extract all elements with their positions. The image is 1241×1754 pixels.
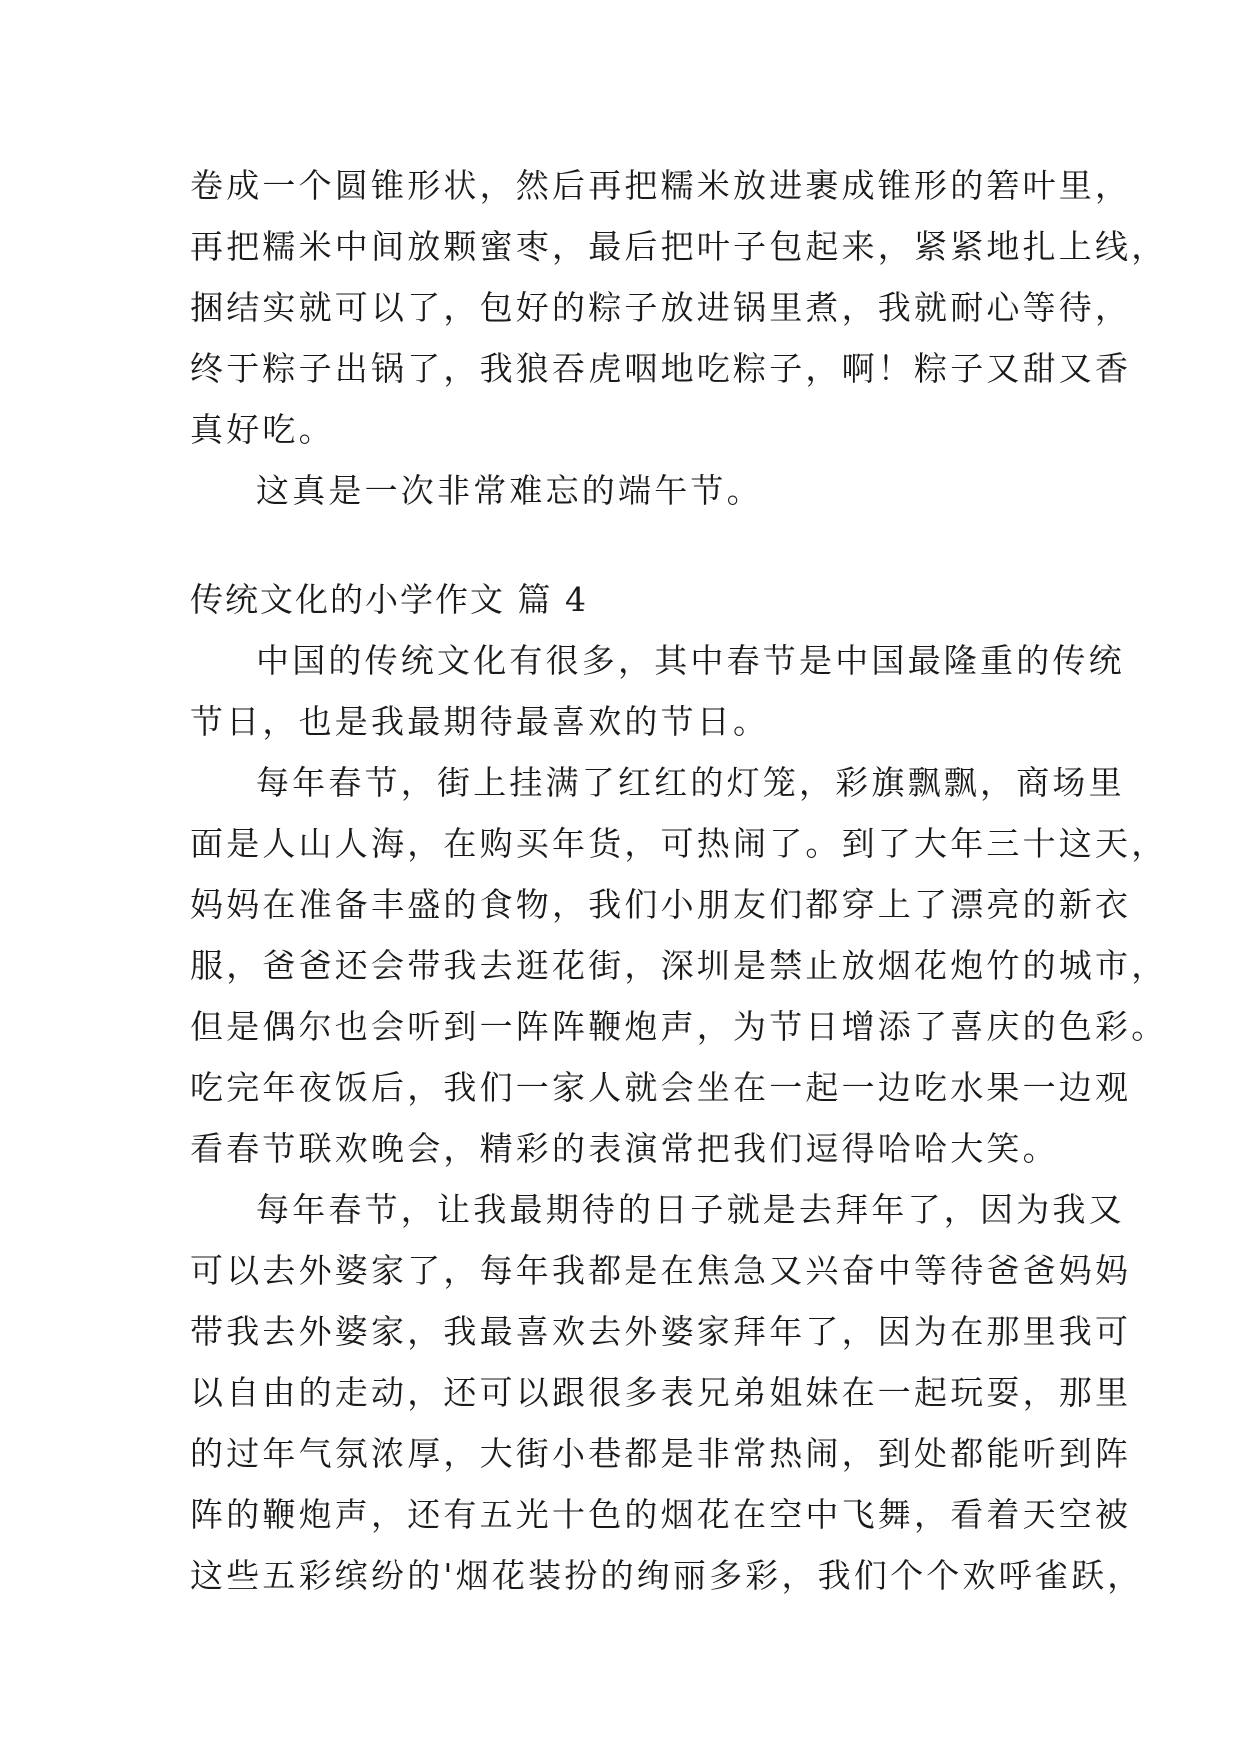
paragraph-line: 妈妈在准备丰盛的食物，我们小朋友们都穿上了漂亮的新衣 xyxy=(190,885,1132,924)
paragraph-line: 每年春节，街上挂满了红红的灯笼，彩旗飘飘，商场里 xyxy=(256,763,1125,802)
paragraph-line: 带我去外婆家，我最喜欢去外婆家拜年了，因为在那里我可 xyxy=(190,1312,1132,1351)
paragraph-line: 的过年气氛浓厚，大街小巷都是非常热闹，到处都能听到阵 xyxy=(190,1434,1132,1473)
paragraph-line: 捆结实就可以了，包好的粽子放进锅里煮，我就耐心等待， xyxy=(190,288,1132,327)
paragraph-line: 但是偶尔也会听到一阵阵鞭炮声，为节日增添了喜庆的色彩。 xyxy=(190,1007,1168,1046)
paragraph-line: 再把糯米中间放颗蜜枣，最后把叶子包起来，紧紧地扎上线， xyxy=(190,227,1168,266)
paragraph-line: 中国的传统文化有很多，其中春节是中国最隆重的传统 xyxy=(256,641,1125,680)
paragraph-line: 阵的鞭炮声，还有五光十色的烟花在空中飞舞，看着天空被 xyxy=(190,1495,1132,1534)
paragraph-line: 节日，也是我最期待最喜欢的节日。 xyxy=(190,702,770,741)
paragraph-line: 以自由的走动，还可以跟很多表兄弟姐妹在一起玩耍，那里 xyxy=(190,1373,1132,1412)
paragraph-line: 吃完年夜饭后，我们一家人就会坐在一起一边吃水果一边观 xyxy=(190,1068,1132,1107)
section-heading: 传统文化的小学作文 篇 4 xyxy=(190,580,588,619)
paragraph-line: 这些五彩缤纷的'烟花装扮的绚丽多彩，我们个个欢呼雀跃， xyxy=(190,1556,1144,1595)
paragraph-line: 面是人山人海，在购买年货，可热闹了。到了大年三十这天， xyxy=(190,824,1168,863)
paragraph-line: 可以去外婆家了，每年我都是在焦急又兴奋中等待爸爸妈妈 xyxy=(190,1251,1132,1290)
paragraph-line: 终于粽子出锅了，我狼吞虎咽地吃粽子，啊！粽子又甜又香 xyxy=(190,349,1132,388)
paragraph-line: 服，爸爸还会带我去逛花街，深圳是禁止放烟花炮竹的城市， xyxy=(190,946,1168,985)
paragraph-line: 看春节联欢晚会，精彩的表演常把我们逗得哈哈大笑。 xyxy=(190,1129,1059,1168)
paragraph-line: 真好吃。 xyxy=(190,410,335,449)
paragraph-line: 每年春节，让我最期待的日子就是去拜年了，因为我又 xyxy=(256,1190,1125,1229)
paragraph-line: 这真是一次非常难忘的端午节。 xyxy=(256,471,763,510)
paragraph-line: 卷成一个圆锥形状，然后再把糯米放进裹成锥形的箬叶里， xyxy=(190,166,1132,205)
